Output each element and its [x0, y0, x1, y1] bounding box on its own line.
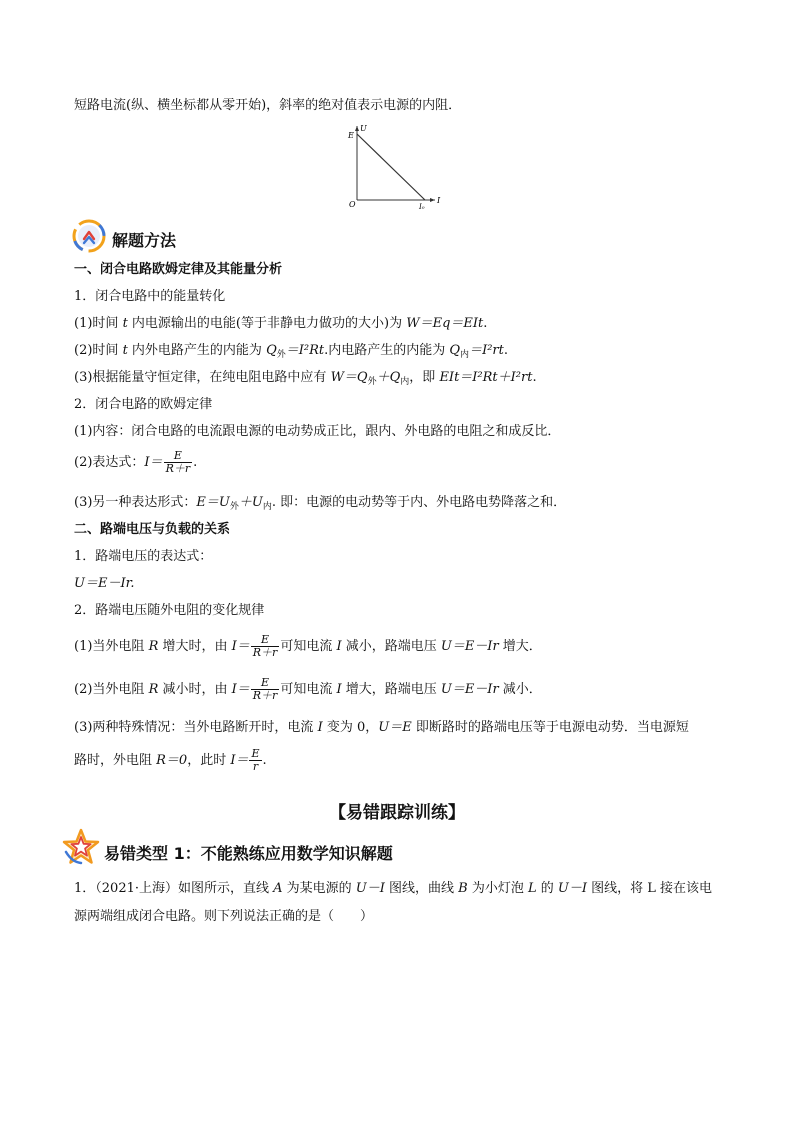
text-line: 2．闭合电路的欧姆定律	[74, 397, 213, 412]
text-line: 1．闭合电路中的能量转化	[74, 289, 226, 304]
text-line: (1)时间 t 内电源输出的电能(等于非静电力做功的大小)为 W＝Eq＝EIt.	[74, 316, 488, 331]
fraction: $\frac{E}{R+r}$	[252, 676, 278, 702]
x-axis-arrow	[430, 198, 435, 202]
u-i-line	[357, 134, 425, 200]
text-line: (3)两种特殊情况：当外电路断开时，电流 I 变为 0，U＝E 即断路时的路端电压等于电源电动势．当电源短	[74, 720, 689, 735]
fraction: $\frac{E}{R+r}$	[252, 633, 278, 659]
y-axis-arrow	[355, 126, 359, 131]
method-section-title: 解题方法	[112, 231, 177, 250]
u-i-graph	[345, 120, 445, 212]
text-line: (2)表达式：I＝ $\frac{E}{R+r}$ .	[74, 449, 198, 475]
heading-1: 一、闭合电路欧姆定律及其能量分析	[74, 262, 283, 277]
text-line: 2．路端电压随外电阻的变化规律	[74, 603, 265, 618]
error-type-title: 易错类型 1：不能熟练应用数学知识解题	[104, 844, 393, 863]
text-line: (1)当外电阻 R 增大时，由 I＝ $\frac{E}{R+r}$ 可知电流 I 减小，路端电压 U＝E－Ir 增大．	[74, 633, 542, 659]
heading-2: 二、路端电压与负载的关系	[74, 522, 231, 537]
y-intercept-label: E	[348, 131, 354, 140]
star-icon	[62, 828, 100, 866]
text-line: 路时，外电阻 R＝0，此时 I＝ $\frac{E}{r}$ .	[74, 747, 267, 773]
text-line: (3)另一种表达形式：$E=U_外+U_内$. 即：电源的电动势等于内、外电路电势降落之和．	[74, 495, 567, 512]
question-1-line-2: 源两端组成闭合电路。则下列说法正确的是（ ）	[74, 909, 374, 924]
x-intercept-label: I₀	[419, 203, 425, 211]
text-line: (3)根据能量守恒定律，在纯电阻电路中应有 $W=Q_外+Q_内$，即 EIt＝I²Rt＋I²rt.	[74, 370, 537, 387]
x-axis-label: I	[437, 196, 441, 205]
method-section-icon	[72, 219, 106, 253]
text-line: U＝E－Ir.	[74, 576, 135, 591]
text-line: (2)当外电阻 R 减小时，由 I＝ $\frac{E}{R+r}$ 可知电流 I 增大，路端电压 U＝E－Ir 减小．	[74, 676, 542, 702]
question-1-line-1: 1．（2021·上海）如图所示，直线 A 为某电源的 U－I 图线，曲线 B 为小灯泡 L 的 U－I 图线，将 L 接在该电	[74, 881, 712, 896]
error-training-title: 【易错跟踪训练】	[329, 803, 465, 823]
y-axis-label: U	[360, 124, 367, 133]
text-line: (2)时间 t 内外电路产生的内能为 $Q_外=I^2Rt$.内电路产生的内能为 $Q_内=I^2rt$.	[74, 343, 508, 360]
fraction: $\frac{E}{r}$	[251, 747, 260, 773]
origin-label: O	[349, 200, 356, 209]
fraction: $\frac{E}{R+r}$	[165, 449, 191, 475]
intro-line: 短路电流(纵、横坐标都从零开始)，斜率的绝对值表示电源的内阻．	[74, 98, 462, 113]
text-line: (1)内容：闭合电路的电流跟电源的电动势成正比，跟内、外电路的电阻之和成反比．	[74, 424, 561, 439]
text-line: 1．路端电压的表达式：	[74, 549, 213, 564]
